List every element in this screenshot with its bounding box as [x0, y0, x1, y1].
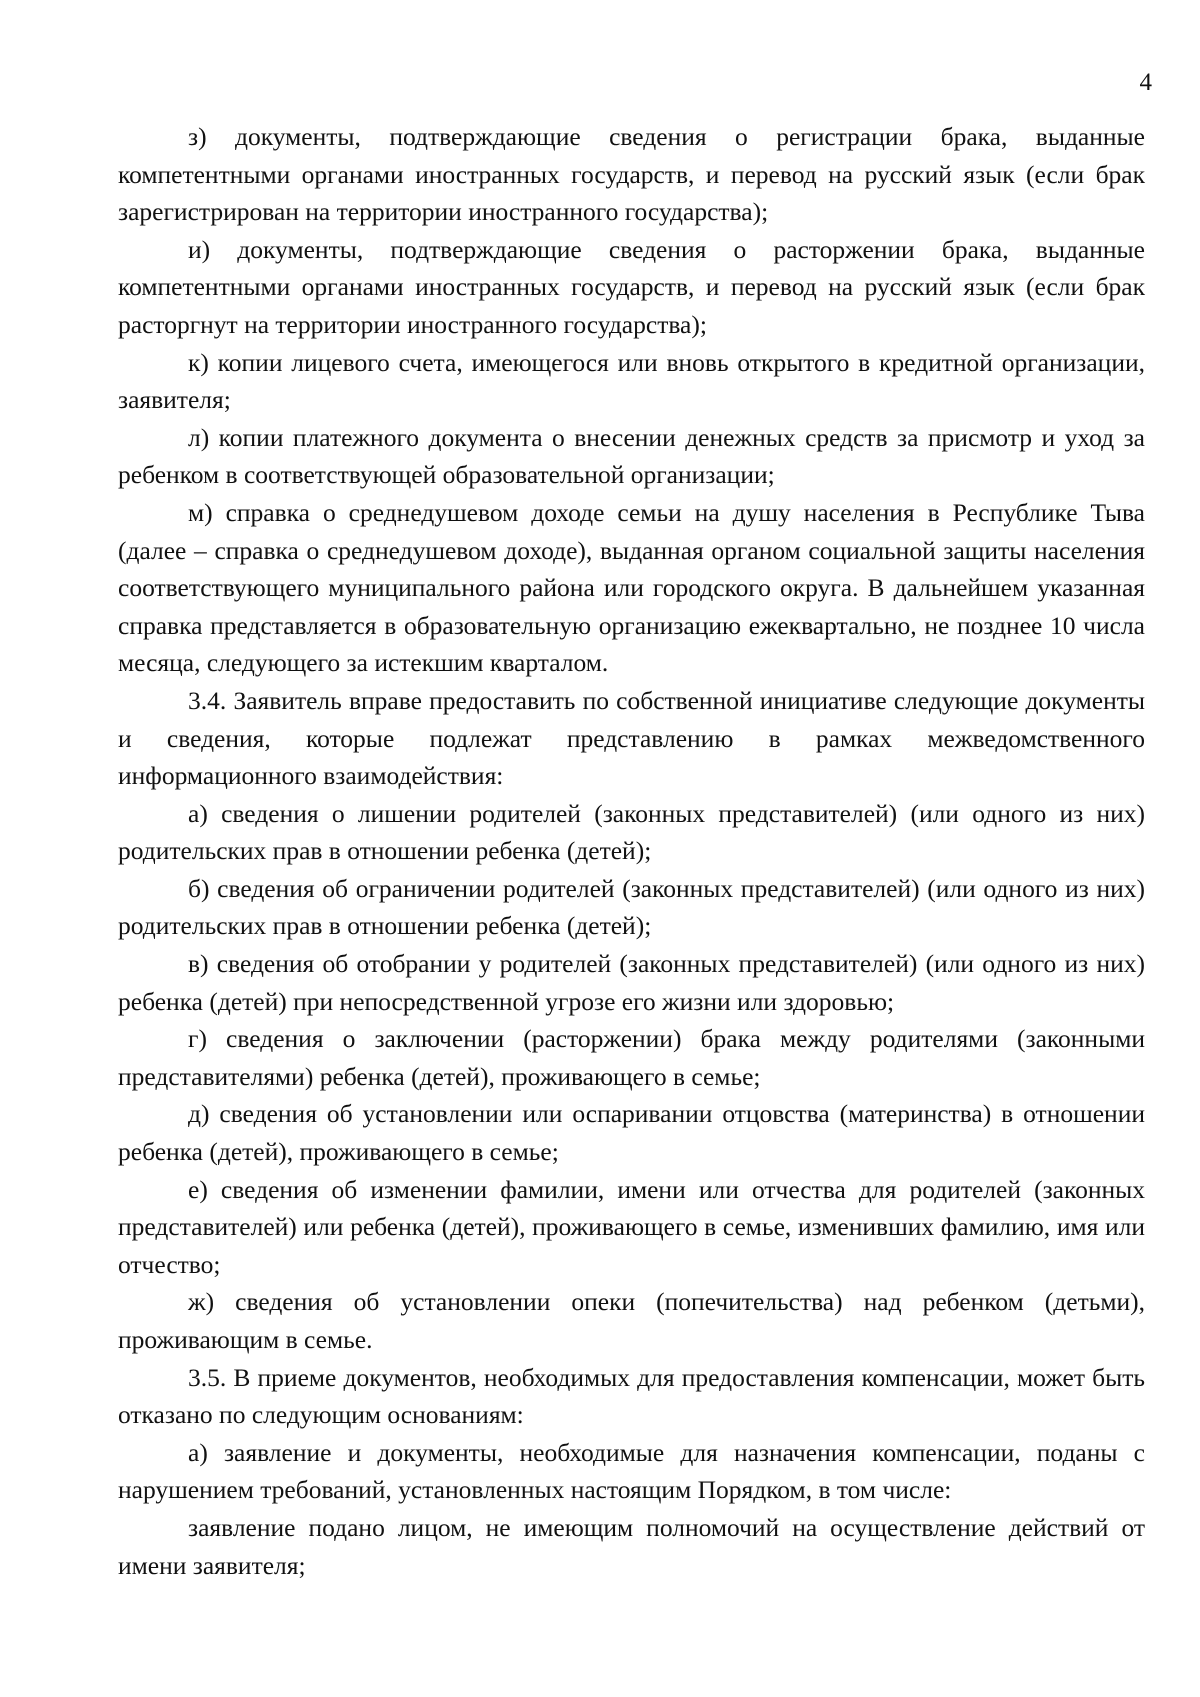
paragraph-e-name-change: е) сведения об изменении фамилии, имени или отчества для родителей (законных представителей) или ребенка (детей), проживающего в семье, изменивших фамилию, имя или отчество; — [118, 1174, 1145, 1279]
paragraph-k-account-copy: к) копии лицевого счета, имеющегося или вновь открытого в кредитной организации, заявителя; — [118, 347, 1145, 415]
paragraph-i-marriage-dissolution: и) документы, подтверждающие сведения о расторжении брака, выданные компетентными органами иностранных государств, и перевод на русский язык (если брак расторгнут на территории иностранного государства); — [118, 234, 1145, 339]
paragraph-v-child-removal: в) сведения об отобрании у родителей (законных представителей) (или одного из них) ребенка (детей) при непосредственной угрозе его жизни или здоровью; — [118, 949, 1145, 1016]
paragraph-3-5-refusal-grounds: 3.5. В приеме документов, необходимых для предоставления компенсации, может быть отказано по следующим основаниям: — [118, 1362, 1145, 1430]
paragraph-l-payment-document: л) копии платежного документа о внесении денежных средств за присмотр и уход за ребенком в соответствующей образовательной организации; — [118, 422, 1145, 490]
paragraph-zh-guardianship: ж) сведения об установлении опеки (попечительства) над ребенком (детьми), проживающим в семье. — [118, 1287, 1145, 1354]
paragraph-a-deprivation-of-rights: а) сведения о лишении родителей (законных представителей) (или одного из них) родительских прав в отношении ребенка (детей); — [118, 798, 1145, 866]
paragraph-m-income-certificate: м) справка о среднедушевом доходе семьи на душу населения в Республике Тыва (далее – справка о среднедушевом доходе), выданная органом социальной защиты населения соответствующего муниципального района или городского округа. В дальнейшем указанная справка представляется в образовательную организацию ежеквартально, не позднее 10 числа месяца, следующего за истекшим кварталом. — [118, 497, 1145, 678]
paragraph-g-marriage-records: г) сведения о заключении (расторжении) брака между родителями (законными представителями) ребенка (детей), проживающего в семье; — [118, 1024, 1145, 1091]
page-number: 4 — [1139, 69, 1152, 96]
document-body — [118, 118, 1145, 1584]
paragraph-d-paternity: д) сведения об установлении или оспаривании отцовства (материнства) в отношении ребенка (детей), проживающего в семье; — [118, 1099, 1145, 1167]
paragraph-a-requirements-violation: а) заявление и документы, необходимые для назначения компенсации, поданы с нарушением требований, установленных настоящим Порядком, в том числе: — [118, 1437, 1145, 1505]
paragraph-3-4-voluntary-documents: 3.4. Заявитель вправе предоставить по собственной инициативе следующие документы и сведения, которые подлежат представлению в рамках межведомственного информационного взаимодействия: — [118, 685, 1145, 791]
paragraph-b-restriction-of-rights: б) сведения об ограничении родителей (законных представителей) (или одного из них) родительских прав в отношении ребенка (детей); — [118, 873, 1145, 941]
paragraph-unauthorized-applicant: заявление подано лицом, не имеющим полномочий на осуществление действий от имени заявителя; — [118, 1512, 1145, 1580]
paragraph-z-marriage-registration: з) документы, подтверждающие сведения о регистрации брака, выданные компетентными органами иностранных государств, и перевод на русский язык (если брак зарегистрирован на территории иностранного государства); — [118, 122, 1145, 227]
